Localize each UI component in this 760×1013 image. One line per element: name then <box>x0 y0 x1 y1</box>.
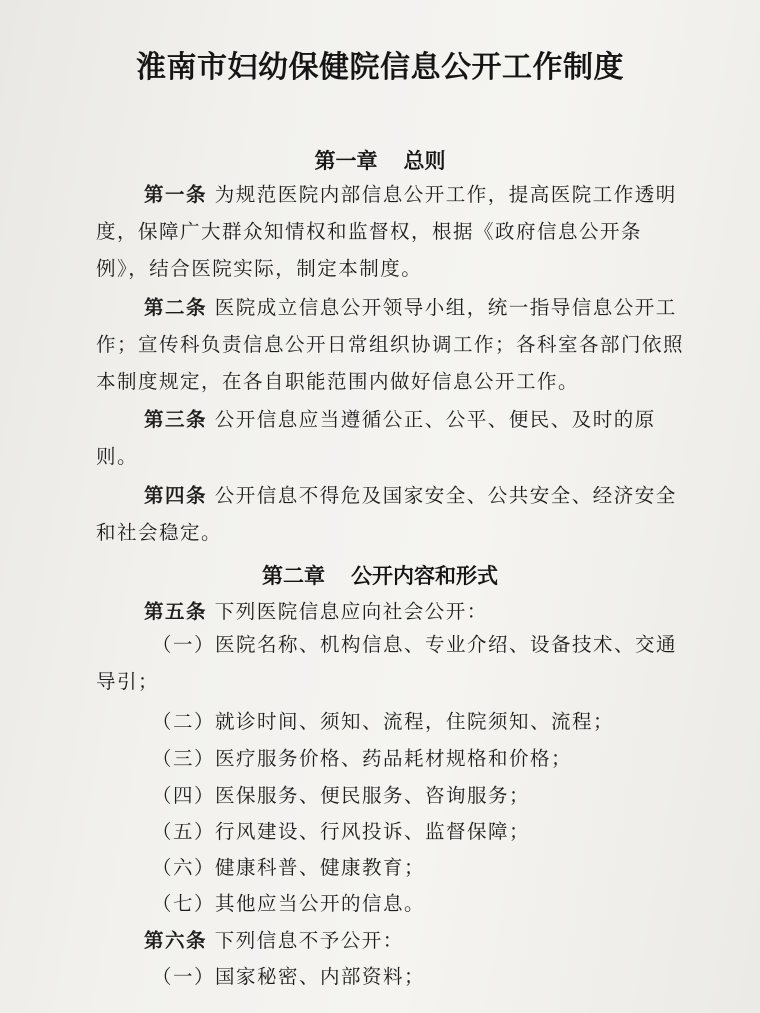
article-6 <box>144 925 404 953</box>
article-2-lead: 第二条 <box>144 296 208 319</box>
article-5-item-5: （五）行风建设、行风投诉、监督保障； <box>152 820 531 843</box>
chapter-1-heading <box>0 145 760 175</box>
article-6-text: 下列信息不予公开： <box>214 929 404 952</box>
document-title: 淮南市妇幼保健院信息公开工作制度 <box>136 50 624 85</box>
article-1-lead: 第一条 <box>144 183 208 206</box>
article-5-item-2: （二）就诊时间、须知、流程，住院须知、流程； <box>152 710 615 733</box>
article-3 <box>96 401 686 475</box>
article-6-lead: 第六条 <box>144 929 208 952</box>
article-3-lead: 第三条 <box>144 408 208 431</box>
article-4 <box>96 477 686 551</box>
article-5 <box>144 596 488 624</box>
article-2-text: 医院成立信息公开领导小组，统一指导信息公开工作；宣传科负责信息公开日常组织协调工作；各科室各部门依照本制度规定，在各自职能范围内做好信息公开工作。 <box>96 296 685 393</box>
article-1-text: 为规范医院内部信息公开工作，提高医院工作透明度，保障广大群众知情权和监督权，根据《政府信息公开条例》，结合医院实际，制定本制度。 <box>96 183 677 280</box>
chapter-1-number: 第一章 <box>314 149 378 173</box>
article-6-item-1: （一）国家秘密、内部资料； <box>152 965 426 988</box>
article-4-lead: 第四条 <box>144 484 208 507</box>
article-1 <box>96 176 686 287</box>
chapter-2-number: 第二章 <box>262 564 325 588</box>
article-5-item-4: （四）医保服务、便民服务、咨询服务； <box>152 784 531 807</box>
chapter-2-name: 公开内容和形式 <box>351 564 498 588</box>
article-5-text: 下列医院信息应向社会公开： <box>214 600 488 623</box>
article-2 <box>96 289 686 400</box>
article-5-item-1: （一）医院名称、机构信息、专业介绍、设备技术、交通导引； <box>96 633 678 693</box>
chapter-2-heading <box>0 560 760 590</box>
article-5-lead: 第五条 <box>144 600 208 623</box>
article-5-item-7: （七）其他应当公开的信息。 <box>152 892 426 915</box>
article-5-item-3: （三）医疗服务价格、药品耗材规格和价格； <box>152 747 573 770</box>
article-3-text: 公开信息应当遵循公正、公平、便民、及时的原则。 <box>96 408 656 468</box>
article-4-text: 公开信息不得危及国家安全、公共安全、经济安全和社会稳定。 <box>96 484 677 544</box>
chapter-1-name: 总则 <box>403 149 446 173</box>
article-5-item-6: （六）健康科普、健康教育； <box>152 856 426 879</box>
